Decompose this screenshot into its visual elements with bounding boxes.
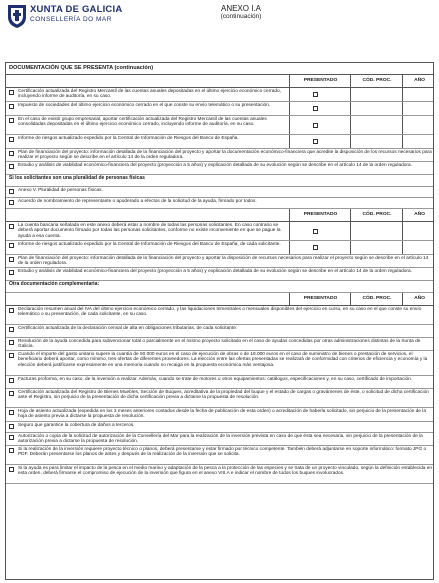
column-divider [350, 241, 351, 254]
document-row [6, 222, 433, 241]
column-header-ano: AÑO [402, 75, 434, 87]
document-row [6, 422, 433, 433]
column-divider [350, 222, 351, 240]
column-divider [402, 88, 403, 101]
document-description: Hoja de asiento actualizada (expedida en los 3 meses anteriores contados desde la fecha de publicación de esta orden) o acreditación de haberla solicitado, sin perjuicio de la presentación de la hoja de asiento previa a dictarse la propuesta de resolución. [18, 408, 426, 420]
document-checkbox[interactable] [9, 118, 14, 123]
document-row [6, 325, 433, 338]
column-divider [402, 102, 403, 115]
annex-title: ANEXO I.A [220, 4, 261, 13]
document-description: Informe de riesgos actualizado expedido por la Central de Información de Riesgos del Banco de España, de cada solicitante. [18, 241, 281, 247]
block4-header-row [6, 293, 433, 306]
document-row [6, 389, 433, 408]
document-description: Certificación actualizada del Registro de Bienes Muebles, Sección de Buques, acreditativa de la propiedad del buque y el estado de cargas o gravámenes de éste, o solicitud de dicha certificación ante el Registro, sin perjuicio de la presentación de dicha certificación previa a dictarse la propuesta de resolución. [18, 389, 429, 401]
column-header-cod-proc: CÓD. PROC. [350, 209, 403, 221]
document-row [6, 351, 433, 376]
document-checkbox[interactable] [9, 224, 14, 229]
document-description: Plan de financiación del proyecto: información detallada de la financiación del proyecto y aportar la documentación económico-financiera que acredite la disposición de los recursos necesarios para realizar el proyecto según se describe en el artículo 14 de la orden reguladora. [18, 149, 432, 161]
document-description: Certificación actualizada de la declaración censal de alta en obligaciones tributarias, de cada solicitante. [18, 325, 238, 331]
block1-header-row [6, 75, 433, 88]
organization [30, 4, 122, 24]
document-checkbox[interactable] [9, 257, 14, 262]
document-checkbox[interactable] [9, 353, 14, 358]
document-row [6, 88, 433, 102]
document-row [6, 255, 433, 268]
document-row [6, 376, 433, 389]
document-description: Resolución de la ayuda concedida para subvencionar total o parcialmente en el mismo proyecto solicitado en el caso de ayudas concedidas por otras administraciones distintas de la Xunta de Galicia. [18, 338, 421, 350]
presentado-checkbox[interactable] [313, 123, 318, 128]
document-description: Si la ayuda es para limitar el impacto de la pesca en el medio marino y adaptación de la pesca a la protección de las especies y se trata de un proyecto vinculado, según la definición establecida en esta orden, deberá firmarse el compromiso de ejecución de la inversión que figura en el anexo VIII.A e indicar el nombre de todos los buques involucrados. [18, 465, 433, 477]
presentado-checkbox[interactable] [313, 92, 318, 97]
column-divider [402, 222, 403, 240]
document-description: Seguro que garantice la cobertura de daños a terceros. [18, 422, 135, 428]
document-description: Declaración resumen anual del IVA del último ejercicio económico cerrado, y las liquidaciones trimestrales o mensuales disponibles del ejercicio en curso, en su caso en el que conste su envío telemático o su presentación, de cada solicitante, en su caso. [18, 306, 422, 318]
document-description: Facturas proforma, en su caso, de la inversión a realizar. Además, cuando se trate de motores u otros equipamientos: catálogos, especificaciones y, en su caso, certificado de importación. [18, 376, 413, 382]
table-body [6, 75, 433, 484]
column-header-presentado: PRESENTADO [289, 209, 351, 221]
document-row [6, 241, 433, 255]
document-checkbox[interactable] [9, 308, 14, 313]
org-department: CONSELLERÍA DO MAR [30, 16, 112, 23]
document-row [6, 268, 433, 281]
document-row [6, 102, 433, 116]
document-checkbox[interactable] [9, 90, 14, 95]
document-checkbox[interactable] [9, 189, 14, 194]
document-checkbox[interactable] [9, 270, 14, 275]
section-title: DOCUMENTACIÓN QUE SE PRESENTA (continuación) [6, 63, 433, 75]
column-divider [289, 222, 290, 240]
document-row [6, 433, 433, 446]
document-checkbox[interactable] [9, 340, 14, 345]
column-divider [350, 102, 351, 115]
document-row [6, 187, 433, 198]
presentado-checkbox[interactable] [313, 245, 318, 250]
document-row [6, 162, 433, 175]
column-header-ano: AÑO [402, 293, 434, 305]
document-row [6, 446, 433, 465]
document-description: Informe de riesgos actualizado expedido por la Central de Información de Riesgos del Banco de España. [18, 135, 239, 141]
column-header-cod-proc: CÓD. PROC. [350, 75, 403, 87]
document-row [6, 198, 433, 209]
subhead-plural-persons-text: Si los solicitantes son una pluralidad de personas físicas [9, 174, 145, 181]
page-header [6, 3, 433, 43]
presentado-checkbox[interactable] [313, 139, 318, 144]
column-header-ano: AÑO [402, 209, 434, 221]
document-description: Cuando el importe del gasto unitario supere la cuantía de 50.000 euros en el caso de ejecución de obras o de 18.000 euros en el caso de suministro de bienes o prestación de servicios, el beneficiario deberá aportar, como mínimo, tres ofertas de diferentes proveedores. La elección entre las ofertas presentadas se realizará de conformidad con criterios de eficiencia y economía y la elección deberá justificarse expresamente en una memoria cuando no recaiga en la propuesta económica más ventajosa. [18, 351, 428, 368]
document-description: Anexo V. Pluralidad de personas físicas. [18, 187, 103, 193]
document-checkbox[interactable] [9, 137, 14, 142]
document-checkbox[interactable] [9, 467, 14, 472]
column-divider [289, 241, 290, 254]
document-description: Impuesto de sociedades del último ejercicio económico cerrado en el que conste su envío telemático o su presentación. [18, 102, 271, 108]
column-divider [350, 135, 351, 148]
column-divider [402, 116, 403, 134]
document-description: Certificación actualizada del Registro Mercantil de las cuentas anuales depositadas en el último ejercicio económico cerrado, incluyendo informe de auditoría, en su caso. [18, 88, 281, 100]
subhead-other-docs [6, 281, 433, 293]
presentado-checkbox[interactable] [313, 106, 318, 111]
subhead-plural-persons [6, 175, 433, 187]
subhead-other-docs-text: Otra documentación complementaria: [9, 280, 100, 287]
document-checkbox[interactable] [9, 243, 14, 248]
document-row [6, 149, 433, 162]
document-row [6, 338, 433, 351]
document-description: En el caso de existir grupo empresarial, aportar certificación actualizada del Registro Mercantil de las cuentas anuales consolidadas depositadas en el último ejercicio económico cerrado, incluyendo informe de auditoría, en su caso. [18, 116, 267, 128]
document-checkbox[interactable] [9, 378, 14, 383]
document-row [6, 306, 433, 325]
annex-heading [209, 4, 273, 21]
document-checkbox[interactable] [9, 435, 14, 440]
document-description: Autorización o copia de la solicitud de autorización de la Consellería del Mar para la realización de la inversión prevista en caso de que ésta sea necesaria, sin perjuicio de la presentación de la autorización previa a dictarse la propuesta de resolución. [18, 433, 423, 445]
column-divider [402, 241, 403, 254]
annex-subtitle: (continuación) [220, 13, 262, 20]
column-divider [350, 88, 351, 101]
document-row [6, 408, 433, 422]
column-header-presentado: PRESENTADO [289, 293, 351, 305]
block3-header-row [6, 209, 433, 222]
document-checkbox[interactable] [9, 327, 14, 332]
column-divider [289, 88, 290, 101]
document-description: Estudio y análisis de viabilidad económico-financiera del proyecto (proyección a 5 años) y explicación detallada de su evolución según se describe en el artículo 14 de la orden reguladora. [18, 162, 412, 168]
org-name: XUNTA DE GALICIA [30, 4, 123, 15]
document-checkbox[interactable] [9, 104, 14, 109]
column-header-presentado: PRESENTADO [289, 75, 351, 87]
document-checkbox[interactable] [9, 448, 14, 453]
document-checkbox[interactable] [9, 391, 14, 396]
document-description: Plan de financiación del proyecto: información detallada de la financiación del proyecto y aportar la disposición de recursos necesarios para realizar el proyecto según se describe en el artículo 14 de la orden reguladora. [18, 255, 429, 267]
xunta-emblem-icon [6, 3, 28, 29]
document-description: Acuerdo de nombramiento de representante o apoderado a efectos de la solicitud de la ayuda, firmado por todos. [18, 198, 257, 204]
document-checkbox[interactable] [9, 410, 14, 415]
document-checkbox[interactable] [9, 200, 14, 205]
document-row [6, 465, 433, 484]
column-divider [402, 135, 403, 148]
documents-table [5, 62, 434, 580]
document-checkbox[interactable] [9, 424, 14, 429]
document-description: La cuenta bancaria señalada en este anexo deberá estar a nombre de todas las personas solicitantes. En caso contrario se deberá aportar documento firmado por todas las personas solicitantes, conforme no existe inconveniente en que se pague la ayuda a esa cuenta. [18, 222, 281, 239]
document-description: Estudio y análisis de viabilidad económico-financiera del proyecto (proyección a 5 años) y explicación detallada de su evolución según se describe en el artículo 14 de la orden reguladora. [18, 268, 412, 274]
column-divider [350, 116, 351, 134]
document-checkbox[interactable] [9, 164, 14, 169]
document-row [6, 116, 433, 135]
column-divider [289, 135, 290, 148]
column-header-cod-proc: CÓD. PROC. [350, 293, 403, 305]
document-row [6, 135, 433, 149]
document-description: Si la realización de la inversión requiere proyecto técnico o planos, deberá presentarse y estar firmado por técnico competente. También deberá adjuntarse en soporte informático: formato JPG o PDF. Deberán presentarse los planos de antes y después de la realización de la inversión que se solicita. [18, 446, 427, 458]
column-divider [289, 102, 290, 115]
presentado-checkbox[interactable] [313, 229, 318, 234]
document-checkbox[interactable] [9, 151, 14, 156]
column-divider [289, 116, 290, 134]
